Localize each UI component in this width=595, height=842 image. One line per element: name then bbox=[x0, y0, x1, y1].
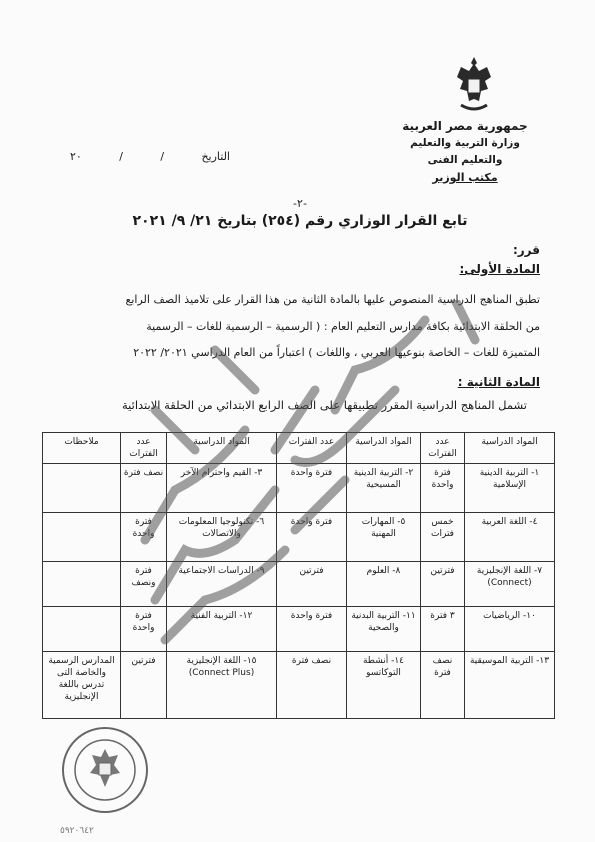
periods-cell: فترة ونصف bbox=[121, 562, 167, 607]
table-row bbox=[43, 513, 555, 562]
decides-heading: قرر: bbox=[512, 243, 540, 257]
decree-title: تابع القرار الوزاري رقم (٢٥٤) بتاريخ ٢١/ ٩/ ٢٠٢١ bbox=[132, 213, 468, 229]
notes-cell bbox=[43, 562, 121, 607]
periods-cell: فترتين bbox=[421, 562, 465, 607]
subject-cell: ١٠- الرياضيات bbox=[465, 607, 555, 652]
article-2-text: تشمل المناهج الدراسية المقرر تطبيقها على الصف الرابع الابتدائي من الحلقة الابتدائية bbox=[121, 398, 527, 412]
table-row bbox=[43, 652, 555, 719]
subject-cell: ١١- التربية البدنية والصحية bbox=[347, 607, 421, 652]
subject-cell: ١- التربية الدينية الإسلامية bbox=[465, 464, 555, 513]
article-1-title: المادة الأولى: bbox=[459, 262, 540, 276]
subject-cell: ٧- اللغة الإنجليزية (Connect) bbox=[465, 562, 555, 607]
article-2-title: المادة الثانية : bbox=[457, 375, 540, 389]
article-1-line: المتميزة للغات – الخاصة بنوعيها العربي ، واللغات ) اعتباراً من العام الدراسي ٢٠٢١/ ٢٠٢٢ bbox=[133, 346, 540, 359]
periods-cell: فترة واحدة bbox=[421, 464, 465, 513]
subject-cell: ١٤- أنشطة التوكاتسو bbox=[347, 652, 421, 719]
ministry-header bbox=[390, 118, 540, 186]
header-subjects: المواد الدراسية bbox=[347, 433, 421, 464]
subject-cell: ١٥- اللغة الإنجليزية (Connect Plus) bbox=[167, 652, 277, 719]
header-periods: عدد الفترات bbox=[277, 433, 347, 464]
periods-cell: نصف فترة bbox=[421, 652, 465, 719]
periods-cell: فترة واحدة bbox=[121, 513, 167, 562]
subject-cell: ١٢- التربية الفنية bbox=[167, 607, 277, 652]
header-periods: عدد الفترات bbox=[421, 433, 465, 464]
periods-cell: فترتين bbox=[277, 562, 347, 607]
periods-cell: فترة واحدة bbox=[277, 464, 347, 513]
subject-cell: ٢- التربية الدينية المسيحية bbox=[347, 464, 421, 513]
table-row bbox=[43, 607, 555, 652]
subject-cell: ٤- اللغة العربية bbox=[465, 513, 555, 562]
curriculum-table bbox=[42, 432, 555, 719]
notes-cell bbox=[43, 464, 121, 513]
ministry-name: وزارة التربية والتعليم والتعليم الفنى bbox=[410, 137, 520, 166]
periods-cell: نصف فترة bbox=[277, 652, 347, 719]
subject-cell: ٦- تكنولوجيا المعلومات والاتصالات bbox=[167, 513, 277, 562]
eagle-crest-icon bbox=[455, 55, 493, 115]
date-month: / bbox=[119, 150, 123, 163]
official-stamp-icon bbox=[60, 725, 150, 815]
periods-cell: فترتين bbox=[121, 652, 167, 719]
country-name: جمهورية مصر العربية bbox=[402, 119, 528, 133]
date-label: التاريخ bbox=[201, 150, 230, 163]
periods-cell: نصف فترة bbox=[121, 464, 167, 513]
notes-cell bbox=[43, 513, 121, 562]
periods-cell: خمس فترات bbox=[421, 513, 465, 562]
periods-cell: ٣ فترة bbox=[421, 607, 465, 652]
notes-cell bbox=[43, 607, 121, 652]
subject-cell: ٩- الدراسات الاجتماعية bbox=[167, 562, 277, 607]
subject-cell: ٨- العلوم bbox=[347, 562, 421, 607]
date-year: ٢٠ bbox=[70, 150, 82, 163]
periods-cell: فترة واحدة bbox=[277, 607, 347, 652]
table-header-row bbox=[43, 433, 555, 464]
notes-cell: المدارس الرسمية والخاصة التى تدرس باللغة الإنجليزية bbox=[43, 652, 121, 719]
document-code: ٥٩٢٠٦٤٢ bbox=[60, 826, 94, 836]
header-periods: عدد الفترات bbox=[121, 433, 167, 464]
date-day: / bbox=[160, 150, 165, 163]
periods-cell: فترة واحدة bbox=[121, 607, 167, 652]
subject-cell: ١٣- التربية الموسيقية bbox=[465, 652, 555, 719]
subject-cell: ٣- القيم واحترام الآخر bbox=[167, 464, 277, 513]
periods-cell: فترة واحدة bbox=[277, 513, 347, 562]
header-subjects: المواد الدراسية bbox=[465, 433, 555, 464]
page-number: -٢- bbox=[293, 197, 307, 210]
header-notes: ملاحظات bbox=[43, 433, 121, 464]
table-row bbox=[43, 562, 555, 607]
minister-office: مكتب الوزير bbox=[432, 171, 498, 184]
subject-cell: ٥- المهارات المهنية bbox=[347, 513, 421, 562]
table-row bbox=[43, 464, 555, 513]
date-line bbox=[70, 150, 230, 163]
article-1-line: من الحلقة الابتدائية بكافة مدارس التعليم العام : ( الرسمية – الرسمية للغات – الرسمية bbox=[146, 320, 540, 333]
article-1-line: تطبق المناهج الدراسية المنصوص عليها بالمادة الثانية من هذا القرار على تلاميذ الصف الرابع bbox=[125, 293, 540, 306]
header-subjects: المواد الدراسية bbox=[167, 433, 277, 464]
